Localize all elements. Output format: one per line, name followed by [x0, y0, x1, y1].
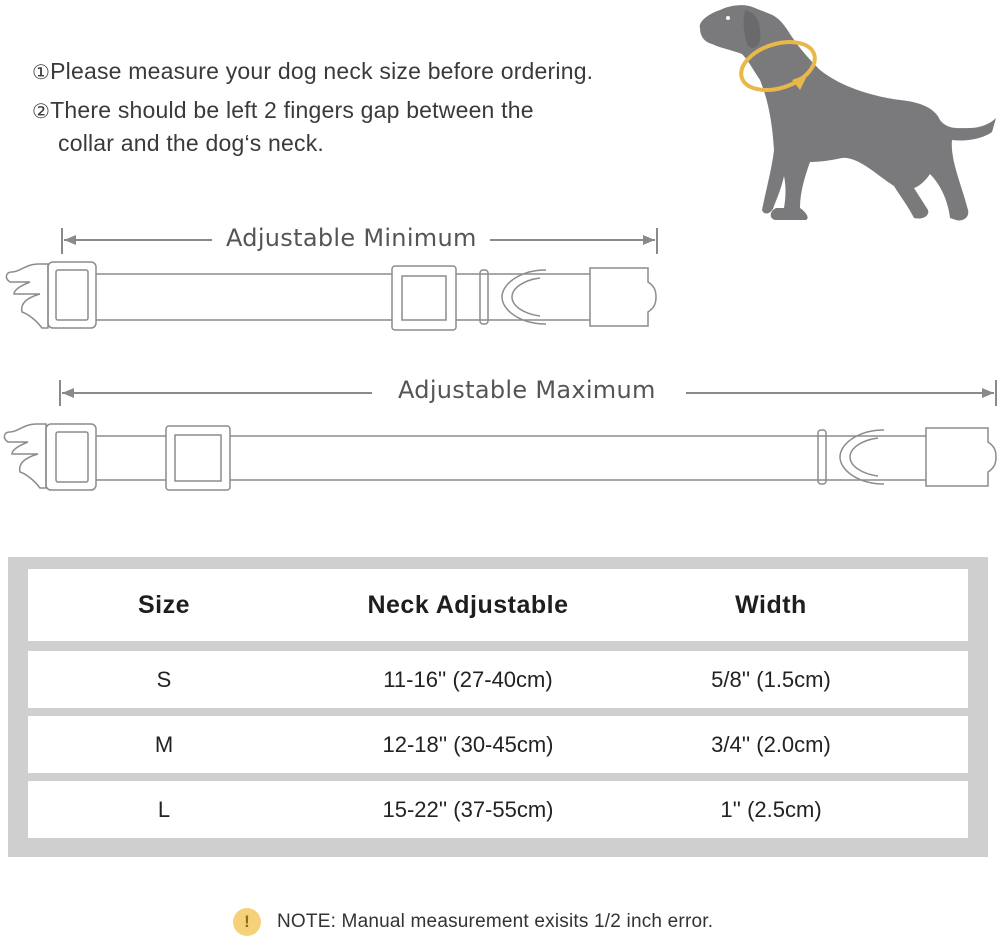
note — [233, 905, 713, 939]
header-neck-adjustable: Neck Adjustable — [367, 590, 569, 619]
cell-neck: 15-22'' (37-55cm) — [382, 796, 554, 822]
table-row — [28, 651, 968, 708]
note-text: NOTE: Manual measurement exisits 1/2 inch error. — [277, 911, 714, 932]
cell-width: 3/4'' (2.0cm) — [711, 731, 831, 757]
cell-width: 5/8'' (1.5cm) — [711, 666, 831, 692]
instruction-2-text: There should be left 2 fingers gap between the — [50, 97, 534, 123]
table-row — [28, 781, 968, 838]
instruction-1-number: ① — [32, 60, 51, 84]
warning-icon: ! — [233, 908, 261, 936]
cell-size: M — [154, 731, 174, 757]
table-row — [28, 716, 968, 773]
table-header-row — [28, 569, 968, 641]
instructions — [32, 55, 692, 159]
adjustable-maximum-label: Adjustable Maximum — [398, 376, 656, 404]
dog-illustration — [680, 0, 1000, 230]
instruction-2 — [32, 94, 692, 127]
adjustable-minimum-label: Adjustable Minimum — [226, 224, 477, 252]
collar-maximum — [4, 424, 996, 490]
cell-width: 1'' (2.5cm) — [720, 796, 822, 822]
cell-size: L — [157, 796, 171, 822]
cell-size: S — [156, 666, 172, 692]
collar-minimum — [6, 262, 656, 330]
instruction-1 — [32, 55, 692, 88]
dog-silhouette — [700, 5, 996, 220]
header-size: Size — [137, 590, 191, 619]
instruction-2-continued: collar and the dog‘s neck. — [58, 130, 325, 156]
instruction-2-number: ② — [32, 99, 51, 123]
cell-neck: 12-18'' (30-45cm) — [382, 731, 554, 757]
cell-neck: 11-16'' (27-40cm) — [383, 666, 553, 692]
instruction-1-text: Please measure your dog neck size before ordering. — [50, 58, 594, 84]
size-table — [8, 557, 988, 857]
header-width: Width — [735, 590, 807, 619]
dog-eye — [726, 16, 730, 20]
